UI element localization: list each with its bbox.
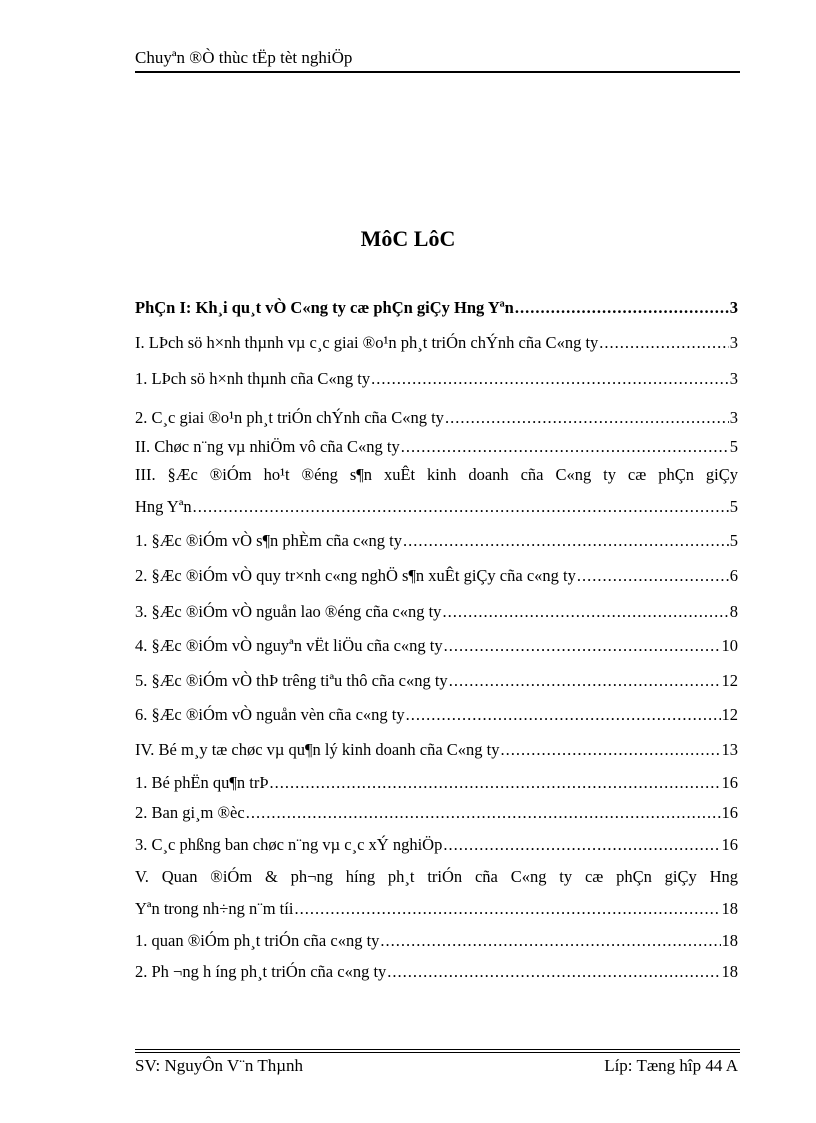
toc-title: MôC LôC — [360, 226, 456, 251]
toc-page-number: 3 — [729, 408, 738, 427]
toc-entry[interactable] — [135, 867, 738, 887]
toc-entry[interactable] — [135, 369, 738, 389]
dot-leader — [270, 773, 721, 793]
toc-entry[interactable] — [135, 531, 738, 551]
toc-page-number: 12 — [721, 671, 738, 690]
toc-entry-text: 2. §Æc ®iÓm vÒ quy tr×nh c«ng nghÖ s¶n xuÊt giÇy cña c«ng ty — [135, 566, 576, 585]
toc-entry-text: 2. C¸c giai ®o¹n ph¸t triÓn chÝnh cña C«ng ty — [135, 408, 444, 427]
toc-entry-text: 1. §Æc ®iÓm vÒ s¶n phÈm cña c«ng ty — [135, 531, 403, 550]
toc-entry-text: 6. §Æc ®iÓm vÒ nguån vèn cña c«ng ty — [135, 705, 405, 724]
toc-entry[interactable] — [135, 899, 738, 919]
toc-entry[interactable] — [135, 803, 738, 823]
toc-page-number: 8 — [729, 602, 738, 621]
toc-entry[interactable] — [135, 705, 738, 725]
toc-entry[interactable] — [135, 671, 738, 691]
toc-entry[interactable] — [135, 437, 738, 457]
dot-leader — [442, 602, 728, 622]
footer-rule — [135, 1049, 740, 1053]
dot-leader — [406, 705, 721, 725]
dot-leader — [443, 835, 720, 855]
toc-entry[interactable] — [135, 298, 738, 318]
toc-page-number: 18 — [721, 899, 738, 918]
toc-entry-text: III. §Æc ®iÓm ho¹t ®éng s¶n xuÊt kinh doanh cña C«ng ty cæ phÇn giÇy — [135, 465, 738, 484]
toc-entry[interactable] — [135, 602, 738, 622]
toc-page-number: 18 — [721, 931, 738, 950]
toc-entry-text: II. Chøc n¨ng vµ nhiÖm vô cña C«ng ty — [135, 437, 400, 456]
toc-page-number: 16 — [721, 835, 738, 854]
toc-entry-text: V. Quan ®iÓm & ph¬ng híng ph¸t triÓn cña C«ng ty cæ phÇn giÇy Hng — [135, 867, 738, 886]
toc-entry[interactable] — [135, 636, 738, 656]
dot-leader — [599, 333, 728, 353]
toc-entry[interactable] — [135, 566, 738, 586]
toc-entry-text-cont: Hng Yªn — [135, 497, 192, 516]
toc-entry-text: PhÇn I: Kh¸i qu¸t vÒ C«ng ty cæ phÇn giÇy Hng Yªn — [135, 298, 514, 317]
dot-leader — [501, 740, 721, 760]
dot-leader — [246, 803, 721, 823]
dot-leader — [445, 408, 729, 428]
dot-leader — [371, 369, 729, 389]
dot-leader — [193, 497, 729, 517]
toc-entry[interactable] — [135, 931, 738, 951]
toc-entry[interactable] — [135, 408, 738, 428]
toc-entry-text: 1. quan ®iÓm ph¸t triÓn cña c«ng ty — [135, 931, 380, 950]
toc-entry-text: 3. C¸c phßng ban chøc n¨ng vµ c¸c xÝ nghiÖp — [135, 835, 443, 854]
toc-entry[interactable] — [135, 835, 738, 855]
toc-page-number: 5 — [729, 531, 738, 550]
toc-entry[interactable] — [135, 497, 738, 517]
toc-page-number: 18 — [721, 962, 738, 981]
toc-page-number: 3 — [729, 333, 738, 352]
toc-page-number: 16 — [721, 803, 738, 822]
toc-page-number: 6 — [729, 566, 738, 585]
toc-page-number: 3 — [729, 298, 738, 317]
toc-entry-text: 2. Ph ¬ng h íng ph¸t triÓn cña c«ng ty — [135, 962, 387, 981]
toc-entry[interactable] — [135, 962, 738, 982]
toc-entry[interactable] — [135, 465, 738, 485]
toc-page-number: 12 — [721, 705, 738, 724]
toc-page-number: 13 — [721, 740, 738, 759]
toc-entry[interactable] — [135, 333, 738, 353]
toc-entry-text: 1. Bé phËn qu¶n trÞ — [135, 773, 269, 792]
dot-leader — [387, 962, 720, 982]
toc-entry[interactable] — [135, 740, 738, 760]
dot-leader — [380, 931, 720, 951]
toc-entry[interactable] — [135, 773, 738, 793]
dot-leader — [444, 636, 721, 656]
dot-leader — [401, 437, 729, 457]
toc-entry-text: 1. LÞch sö h×nh thµnh cña C«ng ty — [135, 369, 371, 388]
dot-leader — [577, 566, 729, 586]
toc-entry-text: 3. §Æc ®iÓm vÒ nguån lao ®éng cña c«ng ty — [135, 602, 442, 621]
footer-student: SV: NguyÔn V¨n Thµnh — [135, 1056, 303, 1075]
dot-leader — [403, 531, 729, 551]
toc-entry-text: IV. Bé m¸y tæ chøc vµ qu¶n lý kinh doanh cña C«ng ty — [135, 740, 500, 759]
dot-leader — [515, 298, 729, 318]
running-header: Chuyªn ®Ò thùc tËp tèt nghiÖp — [135, 48, 353, 67]
toc-page-number: 10 — [721, 636, 738, 655]
toc-entry-text: 4. §Æc ®iÓm vÒ nguyªn vËt liÖu cña c«ng ty — [135, 636, 443, 655]
toc-page-number: 5 — [729, 497, 738, 516]
toc-entry-text: 5. §Æc ®iÓm vÒ thÞ trêng tiªu thô cña c«ng ty — [135, 671, 448, 690]
footer-class: Líp: Tæng hîp 44 A — [604, 1056, 738, 1075]
dot-leader — [294, 899, 720, 919]
dot-leader — [449, 671, 721, 691]
toc-entry-text: 2. Ban gi¸m ®èc — [135, 803, 245, 822]
toc-entry-text-cont: Yªn trong nh÷ng n¨m tíi — [135, 899, 294, 918]
toc-entry-text: I. LÞch sö h×nh thµnh vµ c¸c giai ®o¹n ph¸t triÓn chÝnh cña C«ng ty — [135, 333, 599, 352]
toc-page-number: 3 — [729, 369, 738, 388]
toc-page-number: 16 — [721, 773, 738, 792]
toc-page-number: 5 — [729, 437, 738, 456]
header-rule — [135, 71, 740, 73]
